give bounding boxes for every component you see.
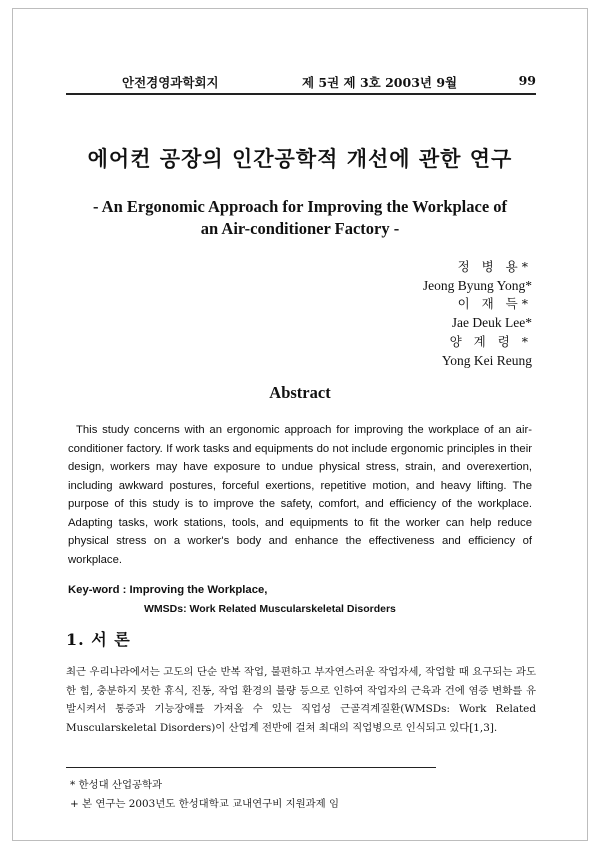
author-1-english: Jeong Byung Yong* — [422, 277, 532, 293]
journal-name: 안전경영과학회지 — [122, 75, 219, 90]
issue-info: 제 5권 제 3호 2003년 9월 — [302, 75, 458, 90]
keywords — [68, 581, 538, 618]
author-2-english: Jae Deuk Lee* — [451, 315, 532, 331]
english-title-line2: an Air-conditioner Factory - — [200, 219, 400, 238]
author-3-english: Yong Kei Reung — [441, 352, 532, 368]
author-3-korean: 양 계 령 * — [449, 333, 532, 349]
author-2-korean: 이 재 득* — [457, 296, 532, 312]
footnote-funding: + 본 연구는 2003년도 한성대학교 교내연구비 지원과제 임 — [70, 798, 340, 810]
section-heading: 1. 서 론 — [66, 630, 131, 649]
keywords-line2: WMSDs: Work Related Muscularskeletal Disorders — [144, 602, 396, 615]
keywords-line1: Key-word : Improving the Workplace, — [68, 584, 268, 596]
abstract-text: This study concerns with an ergonomic approach for improving the workplace of an air-conditioner factory. If work tasks and equipments do not include ergonomic principles in their design, workers may have exposure to undue physical stress, strain, and overexertion, including awkward postures, forceful exertions, repetitive motion, and heavy lifting. The purpose of this study is to improve the safety, comfort, and efficiency of the workplace. Adapting tasks, work stations, tools, and equipments to fit the worker can help reduce physical stress on a worker's body and enhance the effectiveness and efficiency of workplace. — [68, 424, 532, 566]
introduction-text: 최근 우리나라에서는 고도의 단순 반복 작업, 불편하고 부자연스러운 작업자세, 작업할 때 요구되는 과도한 힘, 충분하지 못한 휴식, 진동, 작업 환경의 불량 등으로 인하여 작업자의 근육과 건에 염증 변화를 유발시켜서 통증과 기능장애를 가져올 수 있는 직업성 근골격계질환(WMSDs: Work Related Muscularskeletal Disorders)이 산업계 전반에 걸쳐 최대의 직업병으로 인식되고 있다[1,3]. — [66, 666, 536, 734]
english-title-line1: - An Ergonomic Approach for Improving the Workplace of — [92, 197, 508, 216]
page-number: 99 — [518, 73, 536, 88]
footnote-rule — [66, 767, 436, 768]
author-block — [423, 258, 532, 370]
footnote-affiliation: * 한성대 산업공학과 — [70, 779, 163, 791]
footnotes — [70, 776, 510, 814]
author-1-korean: 정 병 용* — [457, 259, 532, 274]
korean-title: 에어컨 공장의 인간공학적 개선에 관한 연구 — [87, 146, 513, 171]
english-title — [0, 196, 600, 240]
header-rule — [66, 93, 536, 95]
abstract-heading: Abstract — [269, 383, 331, 402]
